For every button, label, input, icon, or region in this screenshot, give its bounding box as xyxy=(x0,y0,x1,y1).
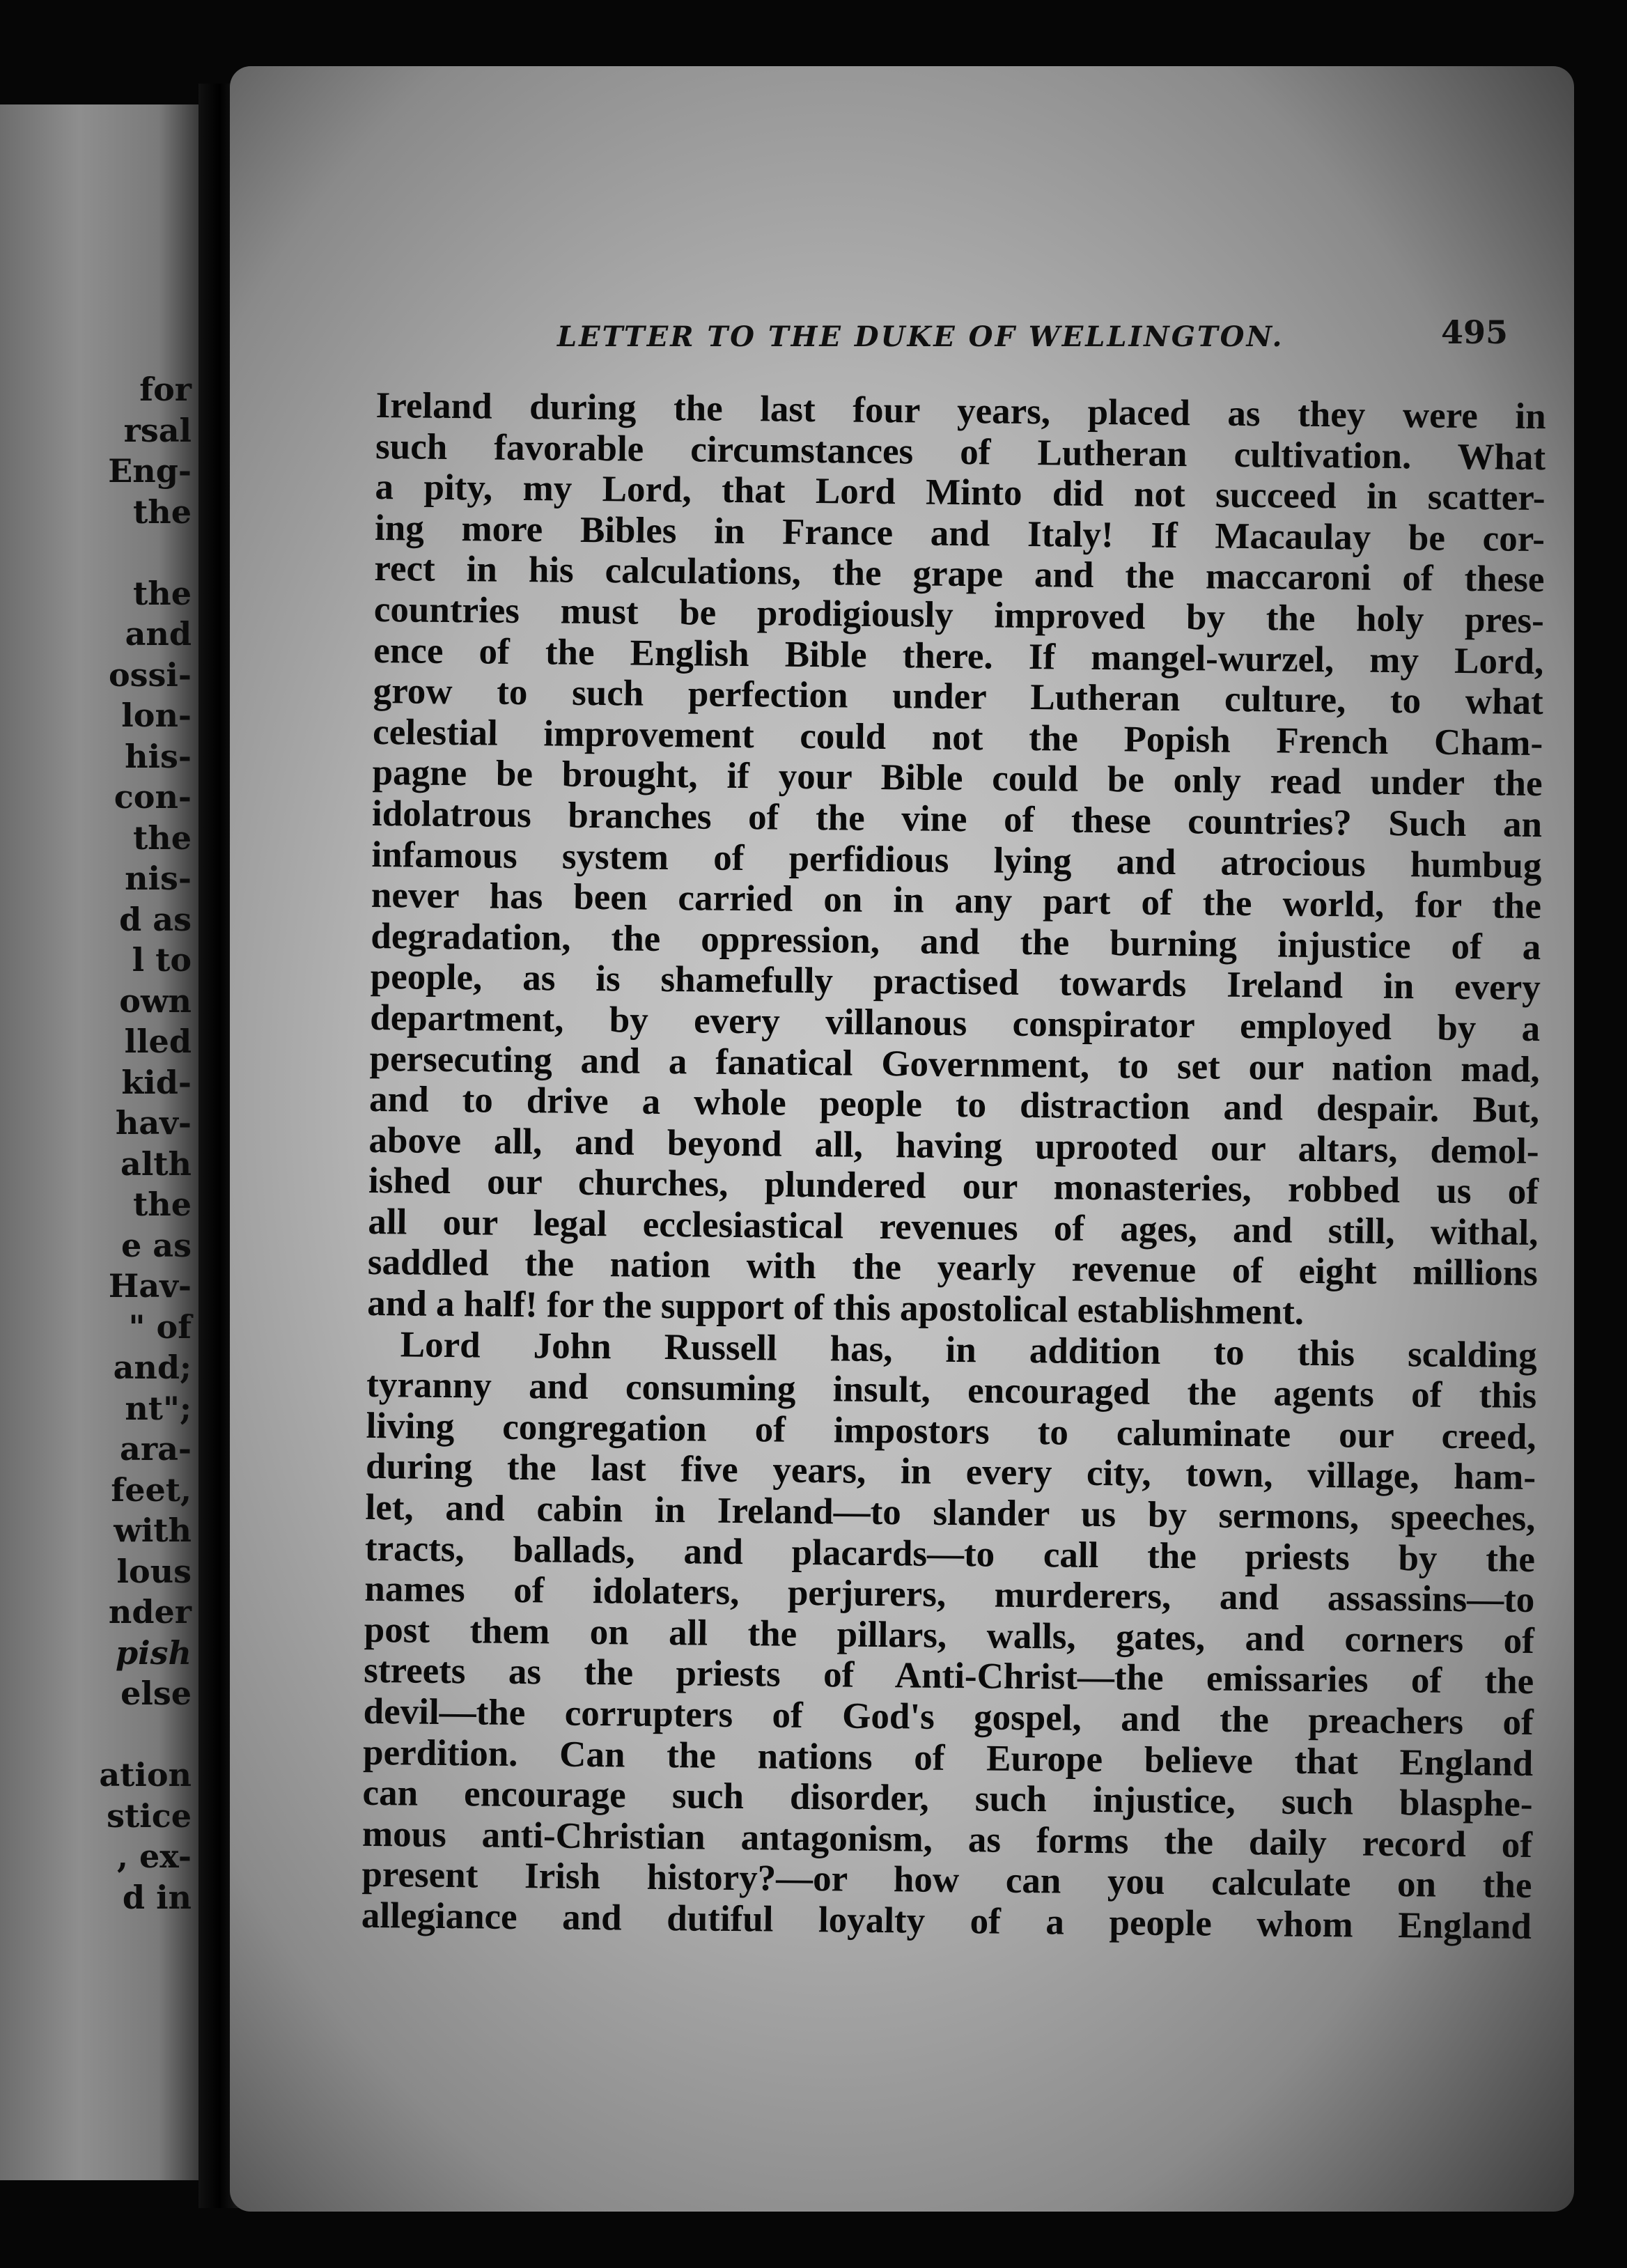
text-line: living congregation of impostors to caluminate our creed, xyxy=(366,1405,1536,1457)
left-fragment: lled xyxy=(124,1023,192,1060)
text-line: names of idolaters, perjurers, murderers, and assassins—to xyxy=(364,1569,1535,1621)
left-fragment: ara- xyxy=(120,1430,192,1468)
text-line: Ireland during the last four years, placed as they were in xyxy=(375,385,1546,437)
text-line: never has been carried on in any part of the world, for the xyxy=(371,875,1542,927)
text-line: rect in his calculations, the grape and the maccaroni of these xyxy=(374,548,1545,600)
left-fragment: stice xyxy=(107,1796,192,1835)
text-line: all our legal ecclesiastical revenues of ages, and still, withal, xyxy=(368,1201,1539,1253)
left-page-text-fragments xyxy=(99,369,192,1918)
text-line: can encourage such disorder, such injustice, such blasphe- xyxy=(362,1773,1533,1825)
text-line: above all, and beyond all, having uprooted our altars, demol- xyxy=(368,1119,1539,1172)
text-line: such favorable circumstances of Lutheran cultivation. What xyxy=(375,426,1546,478)
text-line: degradation, the oppression, and the burning injustice of a xyxy=(371,915,1541,968)
left-fragment: lon- xyxy=(121,697,192,734)
left-fragment: nder xyxy=(108,1593,192,1631)
left-fragment: own xyxy=(119,981,192,1020)
left-fragment: else xyxy=(120,1675,192,1712)
left-fragment: d as xyxy=(119,900,192,938)
text-line: let, and cabin in Ireland—to slander us by sermons, speeches, xyxy=(365,1486,1536,1539)
left-fragment: lous xyxy=(116,1552,192,1590)
text-line: tyranny and consuming insult, encouraged the agents of this xyxy=(366,1365,1537,1417)
text-line: a pity, my Lord, that Lord Minto did not succeed in scatter- xyxy=(375,467,1546,519)
left-fragment: for xyxy=(139,371,192,408)
left-fragment: nis- xyxy=(125,860,192,897)
left-fragment-gap xyxy=(99,1714,192,1755)
left-fragment: e as xyxy=(121,1226,192,1264)
text-line: Lord John Russell has, in addition to this scalding xyxy=(400,1324,1537,1376)
text-line: department, by every villanous conspirator employed by a xyxy=(370,997,1541,1049)
left-fragment: d in xyxy=(122,1878,192,1916)
left-fragment: con- xyxy=(114,778,192,816)
left-fragment: kid- xyxy=(121,1063,192,1101)
text-line: devil—the corrupters of God's gospel, and the preachers of xyxy=(363,1691,1534,1743)
left-fragment: feet, xyxy=(111,1470,192,1509)
page-number: 495 xyxy=(1440,313,1508,351)
text-line: ence of the English Bible there. If mangel-wurzel, my Lord, xyxy=(373,630,1544,682)
text-line: during the last five years, in every city, town, village, ham- xyxy=(365,1446,1536,1498)
text-line: infamous system of perfidious lying and atrocious humbug xyxy=(371,834,1542,886)
left-fragment: l to xyxy=(132,941,192,979)
text-line: allegiance and dutiful loyalty of a people whom England xyxy=(361,1895,1532,1947)
left-fragment: , ex- xyxy=(116,1838,192,1875)
left-fragment: with xyxy=(114,1512,192,1549)
text-line: pagne be brought, if your Bible could be only read under the xyxy=(372,752,1543,805)
text-line: perdition. Can the nations of Europe believe that England xyxy=(362,1732,1534,1784)
left-fragment: hav- xyxy=(115,1104,192,1142)
body-text xyxy=(361,385,1546,1948)
text-line: mous anti-Christian antagonism, as forms the daily record of xyxy=(361,1813,1533,1865)
text-line: present Irish history?—or how can you calculate on the xyxy=(361,1854,1532,1906)
left-fragment: " of xyxy=(128,1307,192,1346)
text-line: tracts, ballads, and placards—to call the priests by the xyxy=(364,1528,1536,1580)
left-facing-page xyxy=(0,104,198,2180)
right-page xyxy=(230,66,1574,2212)
left-fragment: Eng- xyxy=(108,452,192,490)
text-line: and to drive a whole people to distraction and despair. But, xyxy=(368,1079,1540,1131)
left-fragment: ation xyxy=(99,1756,192,1794)
text-line: countries must be prodigiously improved by the holy pres- xyxy=(373,589,1545,642)
text-line: people, as is shamefully practised towards Ireland in every xyxy=(370,956,1541,1009)
text-line: idolatrous branches of the vine of these countries? Such an xyxy=(371,793,1543,846)
text-line: ished our churches, plundered our monasteries, robbed us of xyxy=(368,1160,1539,1213)
text-line: persecuting and a fanatical Government, to set our nation mad, xyxy=(369,1038,1540,1090)
left-fragment: alth xyxy=(120,1144,192,1183)
left-fragment: rsal xyxy=(123,411,192,449)
text-line: grow to such perfection under Lutheran culture, to what xyxy=(373,671,1543,723)
text-line: celestial improvement could not the Popish French Cham- xyxy=(372,711,1543,763)
text-line: ing more Bibles in France and Italy! If Macaulay be cor- xyxy=(374,507,1546,559)
left-fragment: the xyxy=(133,574,192,612)
text-line: streets as the priests of Anti-Christ—the emissaries of the xyxy=(364,1650,1534,1702)
left-fragment: his- xyxy=(125,737,192,775)
left-fragment: and; xyxy=(113,1349,192,1386)
left-fragment: the xyxy=(133,492,192,531)
text-line: post them on all the pillars, walls, gates, and corners of xyxy=(364,1609,1535,1661)
left-fragment: pish xyxy=(116,1633,192,1672)
left-fragment: ossi- xyxy=(108,655,192,694)
left-fragment: the xyxy=(133,1186,192,1223)
text-line: saddled the nation with the yearly revenue of eight millions xyxy=(367,1242,1539,1294)
left-fragment-gap xyxy=(99,532,192,573)
text-line: and a half! for the support of this apostolical establishment. xyxy=(367,1283,1305,1333)
left-fragment: and xyxy=(125,615,192,653)
left-fragment: Hav- xyxy=(108,1267,192,1305)
left-fragment: the xyxy=(133,818,192,857)
left-fragment: nt"; xyxy=(125,1389,192,1427)
running-head: LETTER TO THE DUKE OF WELLINGTON. xyxy=(557,320,1284,353)
